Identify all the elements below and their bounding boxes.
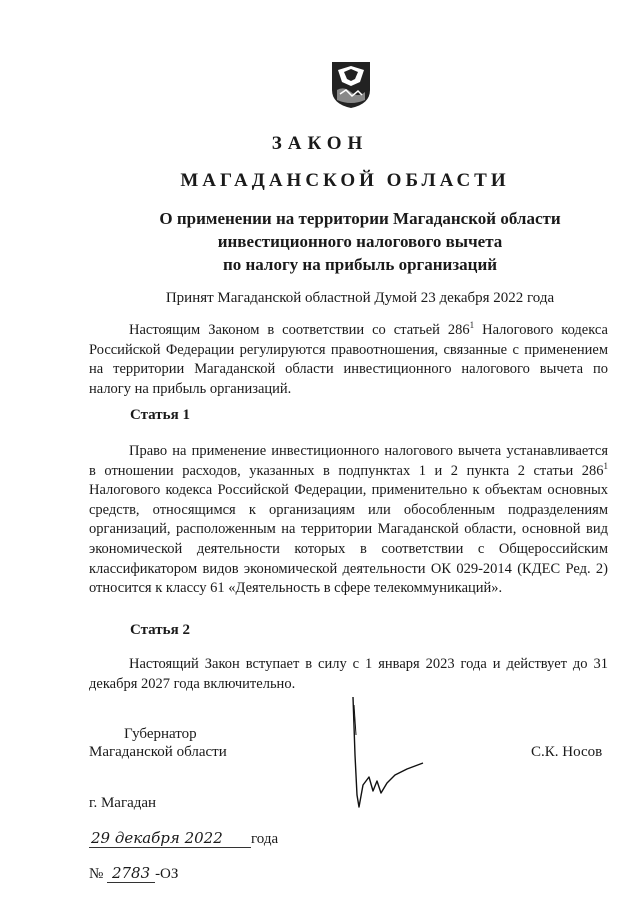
coat-of-arms-emblem xyxy=(330,60,372,110)
document-subtitle xyxy=(0,207,640,276)
city-label: г. Магадан xyxy=(89,795,157,811)
article-2-heading: Статья 2 xyxy=(130,622,190,638)
document-title: ЗАКОН xyxy=(271,133,369,154)
article-1-heading: Статья 1 xyxy=(130,407,190,423)
document-region: МАГАДАНСКОЙ ОБЛАСТИ xyxy=(180,170,510,191)
intro-text-a: Настоящим Законом в соответствии со статьей 286 xyxy=(129,322,470,338)
intro-text-b: Налогового кодекса Российской Федерации регулируются правоотношения, связанные с применением на территории Магаданской области инвестиционного налогового вычета по налогу на прибыль организаций. xyxy=(89,322,608,397)
article-1-text xyxy=(89,442,608,599)
article-1-text-b: Налогового кодекса Российской Федерации, применительно к объектам основных средств, относящимся к организациям или обособленным подразделениям организаций, расположенным на территории Магаданской области, основной вид экономической деятельности которых в соответствии с Общероссийским классификатором видов экономической деятельности ОК 029-2014 (КДЕС Ред. 2) относится к классу 61 «Деятельность в сфере телекоммуникаций». xyxy=(89,482,608,597)
governor-name: С.К. Носов xyxy=(531,744,603,760)
article-1-superscript: 1 xyxy=(603,460,608,471)
governor-title: Губернатор xyxy=(124,726,197,742)
intro-superscript: 1 xyxy=(469,320,475,330)
article-2-text: Настоящий Закон вступает в силу с 1 января 2023 года и действует до 31 декабря 2027 года включительно. xyxy=(89,656,608,692)
governor-signature xyxy=(345,695,435,815)
date-suffix: года xyxy=(251,831,279,847)
subtitle-line: инвестиционного налогового вычета xyxy=(217,232,503,251)
governor-region: Магаданской области xyxy=(89,744,227,760)
law-number-line xyxy=(89,864,178,883)
handwritten-date: 29 декабря 2022 xyxy=(89,829,251,848)
subtitle-line: по налогу на прибыль организаций xyxy=(222,255,498,274)
intro-paragraph xyxy=(89,321,608,399)
date-line xyxy=(89,829,278,848)
adoption-note: Принят Магаданской областной Думой 23 декабря 2022 года xyxy=(165,290,555,306)
subtitle-line: О применении на территории Магаданской области xyxy=(159,209,561,228)
handwritten-number: 2783 xyxy=(107,864,155,883)
article-1-text-a: Право на применение инвестиционного налогового вычета устанавливается в отношении расходов, указанных в подпунктах 1 и 2 пункта 2 статьи 286 xyxy=(89,443,608,479)
number-prefix: № xyxy=(89,866,104,882)
number-suffix: -ОЗ xyxy=(155,866,179,882)
